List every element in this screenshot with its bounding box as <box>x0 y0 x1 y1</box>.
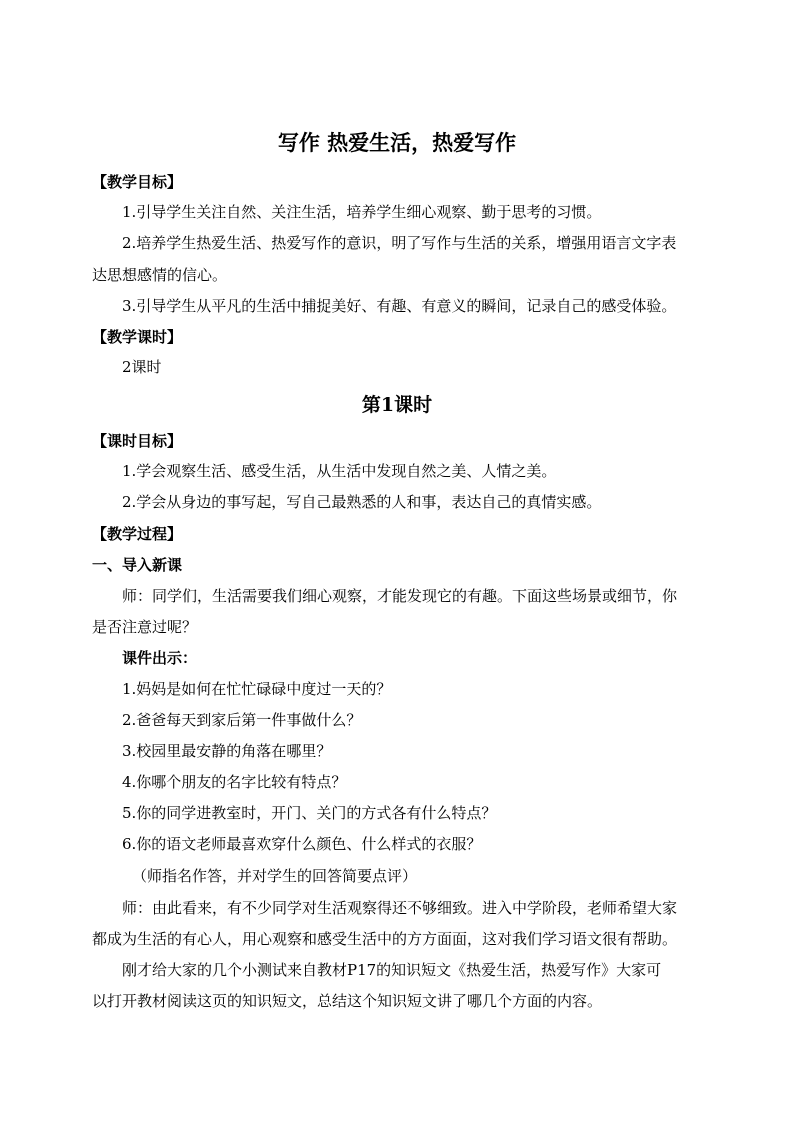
question-item-3: 3.校园里最安静的角落在哪里？ <box>122 742 332 760</box>
question-item-5: 5.你的同学进教室时，开门、关门的方式各有什么特点？ <box>122 804 497 822</box>
question-item-2: 2.爸爸每天到家后第一件事做什么？ <box>122 711 362 729</box>
part-heading-intro: 一、导入新课 <box>92 556 183 574</box>
teacher-remark-2-line-1: 师：由此看来，有不少同学对生活观察得还不够细致。进入中学阶段，老师希望大家 <box>122 899 678 917</box>
lesson-goal-item-2: 2.学会从身边的事写起，写自己最熟悉的人和事，表达自己的真情实感。 <box>122 493 602 511</box>
question-item-4: 4.你哪个朋友的名字比较有特点？ <box>122 773 347 791</box>
goal-item-2-line-1: 2.培养学生热爱生活、热爱写作的意识，明了写作与生活的关系，增强用语言文字表 <box>122 234 677 252</box>
goal-item-2-line-2: 达思想感情的信心。 <box>92 266 228 284</box>
question-item-6: 6.你的语文老师最喜欢穿什么颜色、什么样式的衣服？ <box>122 835 482 853</box>
courseware-label: 课件出示： <box>122 649 198 667</box>
section-heading-lesson-goals: 【课时目标】 <box>92 432 183 450</box>
goal-item-3: 3.引导学生从平凡的生活中捕捉美好、有趣、有意义的瞬间，记录自己的感受体验。 <box>122 297 677 315</box>
teacher-note: （师指名作答，并对学生的回答简要点评） <box>132 867 418 885</box>
question-item-1: 1.妈妈是如何在忙忙碌碌中度过一天的？ <box>122 680 392 698</box>
document-title: 写作 热爱生活，热爱写作 <box>277 130 517 155</box>
paragraph-line-1: 刚才给大家的几个小测试来自教材P17的知识短文《热爱生活，热爱写作》大家可 <box>122 961 662 979</box>
paragraph-line-2: 以打开教材阅读这页的知识短文，总结这个知识短文讲了哪几个方面的内容。 <box>92 992 603 1010</box>
teacher-remark-2-line-2: 都成为生活的有心人，用心观察和感受生活中的方方面面，这对我们学习语文很有帮助。 <box>92 930 678 948</box>
teacher-remark-1-line-1: 师：同学们，生活需要我们细心观察，才能发现它的有趣。下面这些场景或细节，你 <box>122 587 678 605</box>
lesson-title: 第1课时 <box>361 394 433 416</box>
lesson-goal-item-1: 1.学会观察生活、感受生活，从生活中发现自然之美、人情之美。 <box>122 462 557 480</box>
section-heading-teaching-goals: 【教学目标】 <box>92 173 183 191</box>
section-heading-teaching-hours: 【教学课时】 <box>92 328 183 346</box>
section-heading-teaching-process: 【教学过程】 <box>92 525 183 543</box>
teaching-hours-value: 2课时 <box>122 358 162 376</box>
goal-item-1: 1.引导学生关注自然、关注生活，培养学生细心观察、勤于思考的习惯。 <box>122 203 602 221</box>
teacher-remark-1-line-2: 是否注意过呢？ <box>92 618 198 636</box>
